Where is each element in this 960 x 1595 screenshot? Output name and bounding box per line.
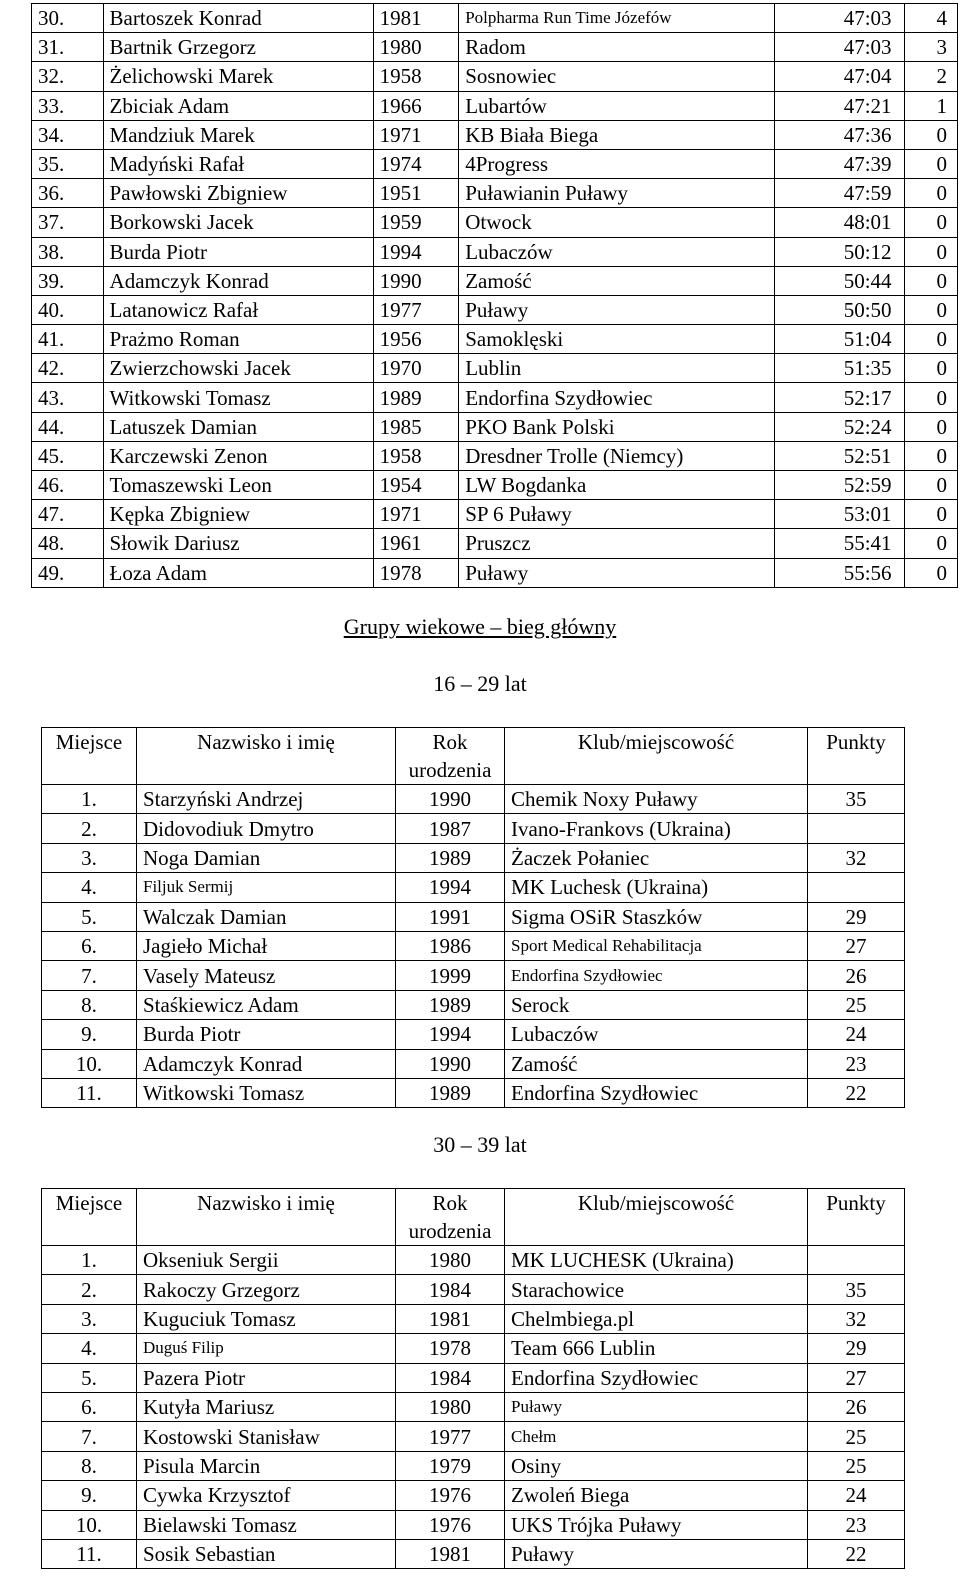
header-name: Nazwisko i imię — [137, 1189, 396, 1246]
points-cell: 0 — [904, 500, 957, 529]
table-row — [32, 4, 958, 33]
name-cell: Staśkiewicz Adam — [137, 990, 396, 1019]
birth-year-cell: 1980 — [373, 33, 459, 62]
place-cell: 37. — [32, 208, 104, 237]
name-cell: Latanowicz Rafał — [103, 295, 373, 324]
name-cell: Kutyła Mariusz — [137, 1392, 396, 1421]
points-cell: 25 — [808, 990, 905, 1019]
place-cell: 10. — [42, 1510, 137, 1539]
name-cell: Kępka Zbigniew — [103, 500, 373, 529]
club-cell: Radom — [459, 33, 774, 62]
birth-year-cell: 1981 — [396, 1539, 505, 1568]
points-cell — [808, 1246, 905, 1275]
birth-year-cell: 1977 — [373, 295, 459, 324]
place-cell: 4. — [42, 1334, 137, 1363]
time-cell: 51:35 — [774, 354, 904, 383]
club-cell: Starachowice — [505, 1275, 808, 1304]
club-cell: UKS Trójka Puławy — [505, 1510, 808, 1539]
place-cell: 30. — [32, 4, 104, 33]
name-cell: Burda Piotr — [137, 1020, 396, 1049]
table-row — [42, 843, 905, 872]
points-cell: 0 — [904, 237, 957, 266]
table-row — [32, 120, 958, 149]
points-cell: 0 — [904, 558, 957, 587]
table-row — [32, 529, 958, 558]
club-cell: Pruszcz — [459, 529, 774, 558]
place-cell: 1. — [42, 1246, 137, 1275]
birth-year-cell: 1958 — [373, 62, 459, 91]
time-cell: 55:56 — [774, 558, 904, 587]
table-row — [32, 471, 958, 500]
birth-year-cell: 1961 — [373, 529, 459, 558]
place-cell: 31. — [32, 33, 104, 62]
points-cell: 0 — [904, 266, 957, 295]
birth-year-cell: 1970 — [373, 354, 459, 383]
place-cell: 44. — [32, 412, 104, 441]
place-cell: 40. — [32, 295, 104, 324]
birth-year-cell: 1989 — [396, 990, 505, 1019]
points-cell — [808, 814, 905, 843]
name-cell: Łoza Adam — [103, 558, 373, 587]
header-club: Klub/miejscowość — [505, 1189, 808, 1246]
group2-table — [41, 1188, 905, 1569]
place-cell: 6. — [42, 931, 137, 960]
place-cell: 8. — [42, 1451, 137, 1480]
name-cell: Tomaszewski Leon — [103, 471, 373, 500]
place-cell: 9. — [42, 1481, 137, 1510]
place-cell: 1. — [42, 785, 137, 814]
table-row — [32, 266, 958, 295]
name-cell: Słowik Dariusz — [103, 529, 373, 558]
table-row — [42, 961, 905, 990]
points-cell: 27 — [808, 931, 905, 960]
points-cell: 25 — [808, 1422, 905, 1451]
club-cell: Chemik Noxy Puławy — [505, 785, 808, 814]
birth-year-cell: 1971 — [373, 500, 459, 529]
points-cell: 26 — [808, 1392, 905, 1421]
table-row — [42, 1539, 905, 1568]
name-cell: Walczak Damian — [137, 902, 396, 931]
points-cell: 0 — [904, 179, 957, 208]
time-cell: 47:03 — [774, 33, 904, 62]
header-points: Punkty — [808, 728, 905, 785]
birth-year-cell: 1989 — [396, 1078, 505, 1107]
points-cell: 25 — [808, 1451, 905, 1480]
name-cell: Witkowski Tomasz — [137, 1078, 396, 1107]
place-cell: 2. — [42, 814, 137, 843]
birth-year-cell: 1981 — [396, 1304, 505, 1333]
club-cell: Puławy — [459, 295, 774, 324]
time-cell: 52:51 — [774, 441, 904, 470]
place-cell: 36. — [32, 179, 104, 208]
time-cell: 47:04 — [774, 62, 904, 91]
place-cell: 33. — [32, 91, 104, 120]
club-cell: 4Progress — [459, 149, 774, 178]
birth-year-cell: 1999 — [396, 961, 505, 990]
name-cell: Borkowski Jacek — [103, 208, 373, 237]
club-cell: Team 666 Lublin — [505, 1334, 808, 1363]
club-cell: KB Biała Biega — [459, 120, 774, 149]
club-cell: Sosnowiec — [459, 62, 774, 91]
club-cell: Lublin — [459, 354, 774, 383]
name-cell: Kostowski Stanisław — [137, 1422, 396, 1451]
table-row — [32, 179, 958, 208]
table-row — [42, 990, 905, 1019]
name-cell: Pisula Marcin — [137, 1451, 396, 1480]
birth-year-cell: 1951 — [373, 179, 459, 208]
club-cell: Sport Medical Rehabilitacja — [505, 931, 808, 960]
name-cell: Cywka Krzysztof — [137, 1481, 396, 1510]
birth-year-cell: 1978 — [396, 1334, 505, 1363]
place-cell: 35. — [32, 149, 104, 178]
place-cell: 7. — [42, 961, 137, 990]
club-cell: LW Bogdanka — [459, 471, 774, 500]
club-cell: Zamość — [459, 266, 774, 295]
table-row — [32, 208, 958, 237]
name-cell: Kuguciuk Tomasz — [137, 1304, 396, 1333]
place-cell: 46. — [32, 471, 104, 500]
club-cell: Dresdner Trolle (Niemcy) — [459, 441, 774, 470]
birth-year-cell: 1994 — [396, 873, 505, 902]
club-cell: Osiny — [505, 1451, 808, 1480]
place-cell: 10. — [42, 1049, 137, 1078]
birth-year-cell: 1989 — [373, 383, 459, 412]
header-points: Punkty — [808, 1189, 905, 1246]
club-cell: Endorfina Szydłowiec — [505, 961, 808, 990]
points-cell: 0 — [904, 149, 957, 178]
birth-year-cell: 1990 — [396, 1049, 505, 1078]
place-cell: 3. — [42, 1304, 137, 1333]
place-cell: 4. — [42, 873, 137, 902]
table-row — [42, 1049, 905, 1078]
points-cell: 0 — [904, 325, 957, 354]
time-cell: 51:04 — [774, 325, 904, 354]
club-cell: Otwock — [459, 208, 774, 237]
time-cell: 47:36 — [774, 120, 904, 149]
name-cell: Madyński Rafał — [103, 149, 373, 178]
club-cell: Sigma OSiR Staszków — [505, 902, 808, 931]
group2-title: 30 – 39 lat — [433, 1132, 527, 1157]
place-cell: 9. — [42, 1020, 137, 1049]
club-cell: Żaczek Połaniec — [505, 843, 808, 872]
table-header-row — [42, 1189, 905, 1246]
place-cell: 8. — [42, 990, 137, 1019]
points-cell: 32 — [808, 1304, 905, 1333]
birth-year-cell: 1966 — [373, 91, 459, 120]
name-cell: Bielawski Tomasz — [137, 1510, 396, 1539]
name-cell: Witkowski Tomasz — [103, 383, 373, 412]
club-cell: MK Luchesk (Ukraina) — [505, 873, 808, 902]
table-row — [42, 814, 905, 843]
points-cell: 22 — [808, 1078, 905, 1107]
table-row — [32, 354, 958, 383]
points-cell: 35 — [808, 785, 905, 814]
time-cell: 48:01 — [774, 208, 904, 237]
club-cell: Chelmbiega.pl — [505, 1304, 808, 1333]
club-cell: Serock — [505, 990, 808, 1019]
place-cell: 6. — [42, 1392, 137, 1421]
birth-year-cell: 1990 — [373, 266, 459, 295]
birth-year-cell: 1991 — [396, 902, 505, 931]
birth-year-cell: 1989 — [396, 843, 505, 872]
birth-year-cell: 1976 — [396, 1481, 505, 1510]
club-cell: Endorfina Szydłowiec — [505, 1078, 808, 1107]
name-cell: Adamczyk Konrad — [137, 1049, 396, 1078]
birth-year-cell: 1959 — [373, 208, 459, 237]
table-row — [32, 500, 958, 529]
name-cell: Prażmo Roman — [103, 325, 373, 354]
table-row — [42, 1246, 905, 1275]
time-cell: 47:03 — [774, 4, 904, 33]
club-cell: Zamość — [505, 1049, 808, 1078]
club-cell: SP 6 Puławy — [459, 500, 774, 529]
header-name: Nazwisko i imię — [137, 728, 396, 785]
name-cell: Mandziuk Marek — [103, 120, 373, 149]
points-cell: 29 — [808, 1334, 905, 1363]
birth-year-cell: 1990 — [396, 785, 505, 814]
time-cell: 50:44 — [774, 266, 904, 295]
points-cell: 24 — [808, 1481, 905, 1510]
birth-year-cell: 1985 — [373, 412, 459, 441]
place-cell: 48. — [32, 529, 104, 558]
place-cell: 42. — [32, 354, 104, 383]
birth-year-cell: 1986 — [396, 931, 505, 960]
place-cell: 38. — [32, 237, 104, 266]
place-cell: 39. — [32, 266, 104, 295]
club-cell: Puławy — [505, 1539, 808, 1568]
name-cell: Duguś Filip — [137, 1334, 396, 1363]
club-cell: Zwoleń Biega — [505, 1481, 808, 1510]
name-cell: Jagieło Michał — [137, 931, 396, 960]
time-cell: 53:01 — [774, 500, 904, 529]
time-cell: 50:50 — [774, 295, 904, 324]
name-cell: Latuszek Damian — [103, 412, 373, 441]
club-cell: Ivano-Frankovs (Ukraina) — [505, 814, 808, 843]
birth-year-cell: 1971 — [373, 120, 459, 149]
birth-year-cell: 1980 — [396, 1392, 505, 1421]
table-row — [32, 412, 958, 441]
points-cell: 24 — [808, 1020, 905, 1049]
name-cell: Zwierzchowski Jacek — [103, 354, 373, 383]
points-cell: 35 — [808, 1275, 905, 1304]
table-row — [32, 441, 958, 470]
time-cell: 52:17 — [774, 383, 904, 412]
points-cell: 32 — [808, 843, 905, 872]
table-row — [42, 1334, 905, 1363]
points-cell — [808, 873, 905, 902]
place-cell: 34. — [32, 120, 104, 149]
birth-year-cell: 1958 — [373, 441, 459, 470]
table-row — [32, 33, 958, 62]
points-cell: 27 — [808, 1363, 905, 1392]
header-place: Miejsce — [42, 728, 137, 785]
table-row — [42, 1451, 905, 1480]
table-row — [32, 325, 958, 354]
club-cell: Lubaczów — [505, 1020, 808, 1049]
place-cell: 11. — [42, 1078, 137, 1107]
place-cell: 5. — [42, 1363, 137, 1392]
points-cell: 4 — [904, 4, 957, 33]
group1-table — [41, 727, 905, 1108]
header-birth-year: Rok urodzenia — [396, 728, 505, 785]
table-row — [42, 1078, 905, 1107]
table-row — [42, 1363, 905, 1392]
group1-title: 16 – 29 lat — [433, 671, 527, 696]
club-cell: Samoklęski — [459, 325, 774, 354]
points-cell: 22 — [808, 1539, 905, 1568]
birth-year-cell: 1954 — [373, 471, 459, 500]
place-cell: 45. — [32, 441, 104, 470]
place-cell: 2. — [42, 1275, 137, 1304]
table-row — [42, 1392, 905, 1421]
table-row — [32, 383, 958, 412]
table-row — [42, 785, 905, 814]
points-cell: 23 — [808, 1049, 905, 1078]
name-cell: Rakoczy Grzegorz — [137, 1275, 396, 1304]
table-row — [42, 1304, 905, 1333]
table-row — [32, 149, 958, 178]
name-cell: Pazera Piotr — [137, 1363, 396, 1392]
table-row — [42, 1481, 905, 1510]
section-title: Grupy wiekowe – bieg główny — [343, 614, 617, 639]
points-cell: 0 — [904, 529, 957, 558]
table-row — [32, 91, 958, 120]
birth-year-cell: 1981 — [373, 4, 459, 33]
results-table-top — [31, 3, 958, 588]
place-cell: 47. — [32, 500, 104, 529]
header-birth-year: Rok urodzenia — [396, 1189, 505, 1246]
birth-year-cell: 1979 — [396, 1451, 505, 1480]
table-row — [42, 902, 905, 931]
time-cell: 52:59 — [774, 471, 904, 500]
place-cell: 43. — [32, 383, 104, 412]
name-cell: Starzyński Andrzej — [137, 785, 396, 814]
name-cell: Noga Damian — [137, 843, 396, 872]
birth-year-cell: 1984 — [396, 1275, 505, 1304]
points-cell: 0 — [904, 354, 957, 383]
birth-year-cell: 1980 — [396, 1246, 505, 1275]
birth-year-cell: 1974 — [373, 149, 459, 178]
place-cell: 41. — [32, 325, 104, 354]
points-cell: 2 — [904, 62, 957, 91]
birth-year-cell: 1984 — [396, 1363, 505, 1392]
place-cell: 5. — [42, 902, 137, 931]
club-cell: Puławy — [459, 558, 774, 587]
points-cell: 0 — [904, 471, 957, 500]
time-cell: 55:41 — [774, 529, 904, 558]
points-cell: 0 — [904, 120, 957, 149]
table-row — [42, 1275, 905, 1304]
name-cell: Okseniuk Sergii — [137, 1246, 396, 1275]
header-club: Klub/miejscowość — [505, 728, 808, 785]
table-row — [42, 873, 905, 902]
birth-year-cell: 1994 — [373, 237, 459, 266]
table-row — [32, 62, 958, 91]
points-cell: 0 — [904, 295, 957, 324]
time-cell: 52:24 — [774, 412, 904, 441]
time-cell: 47:39 — [774, 149, 904, 178]
club-cell: Lubartów — [459, 91, 774, 120]
table-row — [42, 1020, 905, 1049]
header-place: Miejsce — [42, 1189, 137, 1246]
table-header-row — [42, 728, 905, 785]
table-row — [42, 931, 905, 960]
table-row — [42, 1510, 905, 1539]
place-cell: 11. — [42, 1539, 137, 1568]
place-cell: 3. — [42, 843, 137, 872]
points-cell: 0 — [904, 441, 957, 470]
place-cell: 49. — [32, 558, 104, 587]
points-cell: 29 — [808, 902, 905, 931]
name-cell: Adamczyk Konrad — [103, 266, 373, 295]
name-cell: Bartoszek Konrad — [103, 4, 373, 33]
birth-year-cell: 1987 — [396, 814, 505, 843]
name-cell: Bartnik Grzegorz — [103, 33, 373, 62]
name-cell: Sosik Sebastian — [137, 1539, 396, 1568]
time-cell: 50:12 — [774, 237, 904, 266]
club-cell: Polpharma Run Time Józefów — [459, 4, 774, 33]
club-cell: Puławianin Puławy — [459, 179, 774, 208]
name-cell: Vasely Mateusz — [137, 961, 396, 990]
name-cell: Didovodiuk Dmytro — [137, 814, 396, 843]
name-cell: Zbiciak Adam — [103, 91, 373, 120]
table-row — [32, 558, 958, 587]
name-cell: Karczewski Zenon — [103, 441, 373, 470]
points-cell: 0 — [904, 412, 957, 441]
name-cell: Filjuk Sermij — [137, 873, 396, 902]
place-cell: 32. — [32, 62, 104, 91]
club-cell: Lubaczów — [459, 237, 774, 266]
points-cell: 23 — [808, 1510, 905, 1539]
name-cell: Burda Piotr — [103, 237, 373, 266]
club-cell: Chełm — [505, 1422, 808, 1451]
table-row — [32, 295, 958, 324]
club-cell: Endorfina Szydłowiec — [459, 383, 774, 412]
points-cell: 26 — [808, 961, 905, 990]
time-cell: 47:59 — [774, 179, 904, 208]
points-cell: 1 — [904, 91, 957, 120]
club-cell: MK LUCHESK (Ukraina) — [505, 1246, 808, 1275]
points-cell: 3 — [904, 33, 957, 62]
table-row — [32, 237, 958, 266]
club-cell: Endorfina Szydłowiec — [505, 1363, 808, 1392]
birth-year-cell: 1977 — [396, 1422, 505, 1451]
name-cell: Żelichowski Marek — [103, 62, 373, 91]
birth-year-cell: 1976 — [396, 1510, 505, 1539]
place-cell: 7. — [42, 1422, 137, 1451]
birth-year-cell: 1956 — [373, 325, 459, 354]
points-cell: 0 — [904, 383, 957, 412]
table-row — [42, 1422, 905, 1451]
time-cell: 47:21 — [774, 91, 904, 120]
birth-year-cell: 1994 — [396, 1020, 505, 1049]
club-cell: Puławy — [505, 1392, 808, 1421]
points-cell: 0 — [904, 208, 957, 237]
name-cell: Pawłowski Zbigniew — [103, 179, 373, 208]
club-cell: PKO Bank Polski — [459, 412, 774, 441]
birth-year-cell: 1978 — [373, 558, 459, 587]
